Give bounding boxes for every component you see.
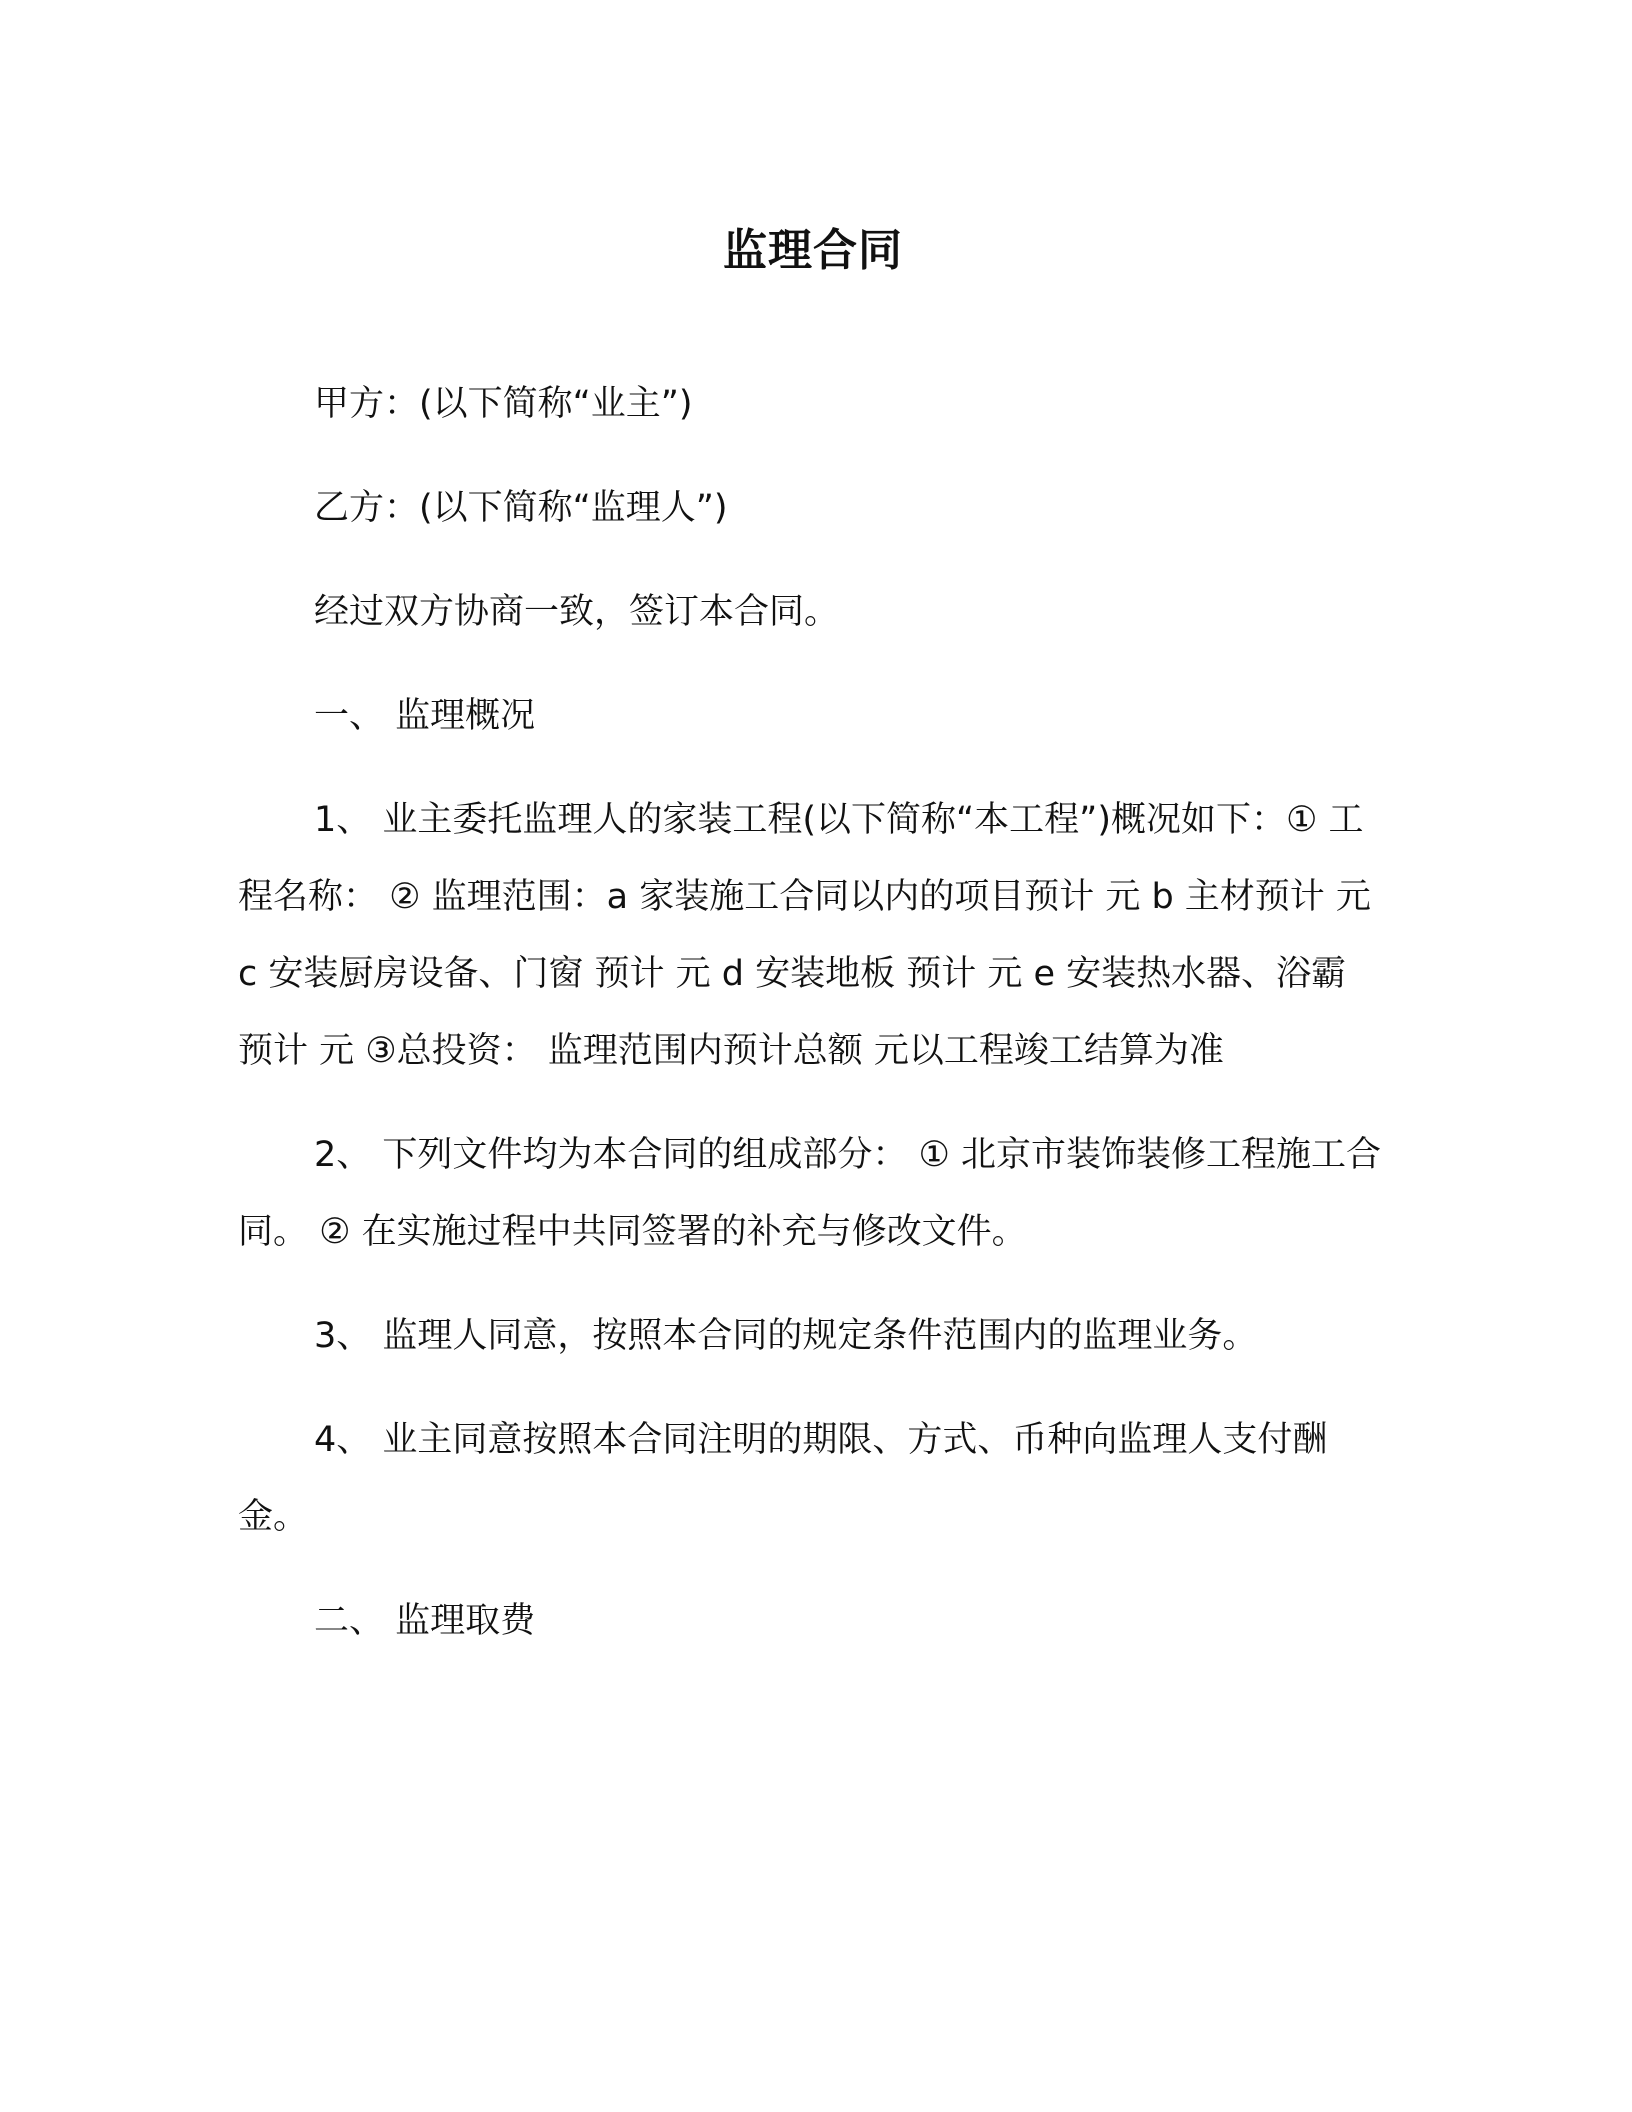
- section-heading-overview: 一、 监理概况: [314, 696, 536, 736]
- party-b-line: 乙方：(以下简称“监理人”): [314, 488, 728, 528]
- agreement-statement: 经过双方协商一致，签订本合同。: [314, 592, 840, 632]
- clause-1: 1、 业主委托监理人的家装工程(以下简称“本工程”)概况如下：① 工程名称： ② 监理范围：a 家装施工合同以内的项目预计 元 b 主材预计 元 c 安装厨房设备、门窗 预计 元 d 安装地板 预计 元 e 安装热水器、浴霸 预计 元 ③总投资： 监理范围内预计总额 元以工程竣工结算为准: [238, 800, 1371, 1071]
- section-heading-fees: 二、 监理取费: [314, 1601, 536, 1641]
- party-a-line: 甲方：(以下简称“业主”): [314, 384, 693, 424]
- clause-4: 4、 业主同意按照本合同注明的期限、方式、币种向监理人支付酬金。: [238, 1420, 1328, 1537]
- document-title: 监理合同: [723, 225, 903, 276]
- clause-2: 2、 下列文件均为本合同的组成部分： ① 北京市装饰装修工程施工合同。 ② 在实施过程中共同签署的补充与修改文件。: [238, 1135, 1382, 1252]
- clause-3: 3、 监理人同意，按照本合同的规定条件范围内的监理业务。: [314, 1316, 1258, 1356]
- document-body: [238, 216, 1388, 1660]
